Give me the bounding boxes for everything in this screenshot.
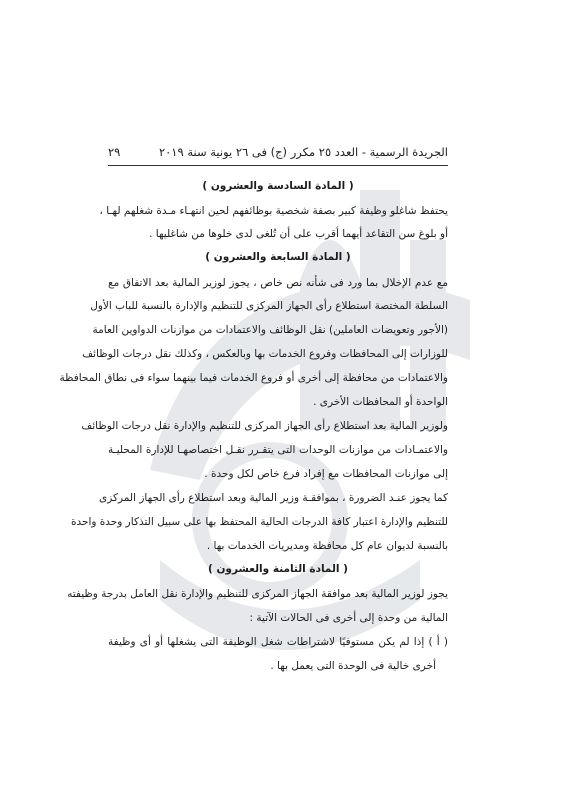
article-27-line: (الأجور وتعويضات العاملين) نقل الوظائف والاعتمادات من موازنات الدواوين العامة (92, 324, 448, 336)
article-27-line: بالنسبة لديوان عام كل محافظة ومديريات الخدمات بها . (206, 540, 448, 552)
article-27-heading: ( المادة السابعة والعشرون ) (205, 251, 351, 263)
article-28-line: المالية من وحدة إلى أخرى فى الحالات الآتية : (249, 612, 448, 624)
article-27-line: ولوزير المالية بعد استطلاع رأى الجهاز المركزى للتنظيم والإدارة نقل درجات الوظائف (81, 420, 448, 432)
article-28-line: ( أ ) إذا لم يكن مستوفيًا لاشتراطات شغل الوظيفة التى يشغلها أو أى وظيفة (108, 636, 448, 648)
header-rule (108, 165, 448, 166)
article-27-line: والاعتمادات من محافظة إلى أخرى أو فروع الخدمات فيما بينهما سواء فى نطاق المحافظة (59, 372, 448, 384)
article-28-line: يجوز لوزير المالية بعد موافقة الجهاز المركزى للتنظيم والإدارة نقل العامل بدرجة وظيفته (67, 588, 448, 600)
gazette-title: الجريدة الرسمية - العدد ٢٥ مكرر (ج) فى ٢٦ يونية سنة ٢٠١٩ (158, 145, 448, 159)
article-27-line: الواحدة أو المحافظات الأخرى . (313, 396, 448, 408)
article-27-line: السلطة المختصة استطلاع رأى الجهاز المركزى للتنظيم والإدارة بالنسبة للباب الأول (90, 300, 448, 312)
article-27-line: إلى موازنات المحافظات مع إفراد فرع خاص لكل وحدة . (204, 468, 448, 480)
article-28-line: أخرى خالية فى الوحدة التى يعمل بها . (270, 660, 436, 672)
article-27-line: كما يجوز عنـد الضرورة ، بموافقـة وزير المالية وبعد استطلاع رأى الجهاز المركزى (99, 492, 448, 504)
article-27-line: للوزارات إلى المحافظات وفروع الخدمات بها وبالعكس ، وكذلك نقل درجات الوظائف (82, 348, 448, 360)
article-26-line: يحتفظ شاغلو وظيفة كبير بصفة شخصية بوظائفهم لحين انتهـاء مـدة شغلهم لهـا ، (99, 205, 448, 217)
article-27-line: والاعتمـادات من موازنات الوحدات التى يتقـرر نقـل اختصاصهـا للإدارة المحليـة (108, 444, 448, 456)
article-28-heading: ( المادة الثامنة والعشرون ) (208, 563, 348, 575)
article-26-heading: ( المادة السادسة والعشرون ) (202, 180, 354, 192)
article-27-line: للتنظيم والإدارة اعتبار كافة الدرجات الحالية المحتفظ بها على سبيل التذكار وحدة واحدة (70, 516, 448, 528)
article-26-line: أو بلوغ سن التقاعد أيهما أقرب على أن تُلغى لدى خلوها من شاغليها . (149, 228, 448, 240)
page-number: ٢٩ (108, 145, 121, 159)
page-header (108, 143, 448, 161)
article-27-line: مع عدم الإخلال بما ورد فى شأنه نص خاص ، يجوز لوزير المالية بعد الاتفاق مع (108, 277, 448, 289)
